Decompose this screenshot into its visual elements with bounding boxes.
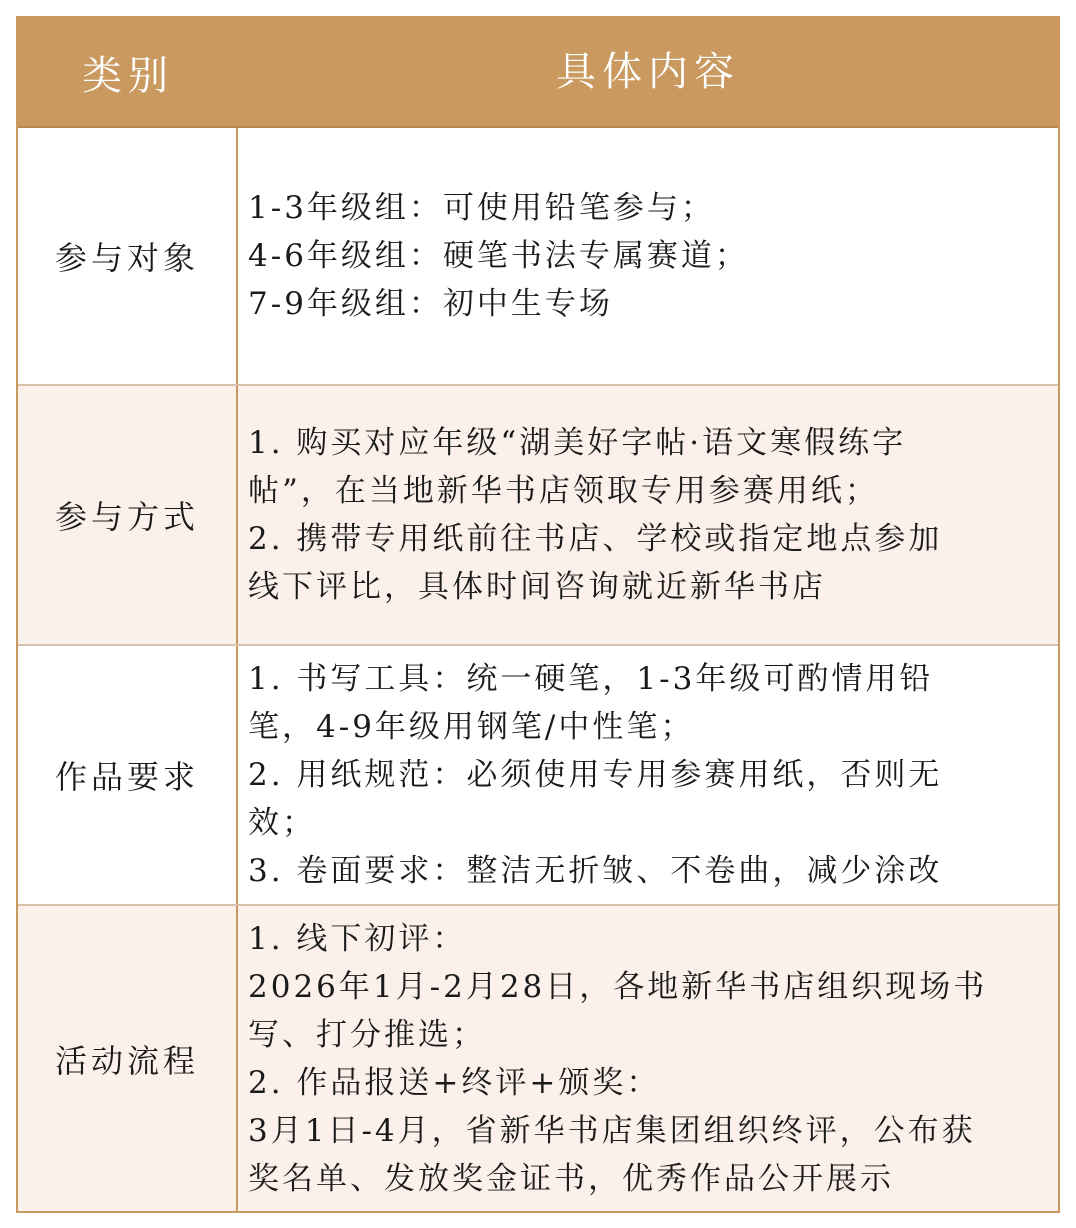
table-row — [18, 906, 1058, 1211]
content-line: 2. 携带专用纸前往书店、学校或指定地点参加 — [248, 521, 943, 557]
row-content — [238, 128, 1058, 384]
header-content: 具体内容 — [556, 49, 740, 95]
content-line: 2026年1月-2月28日，各地新华书店组织现场书 — [248, 968, 988, 1005]
content-line: 1-3年级组：可使用铅笔参与； — [248, 190, 715, 226]
row-content — [238, 906, 1058, 1211]
table-row — [18, 128, 1058, 386]
content-line: 笔，4-9年级用钢笔/中性笔； — [248, 709, 695, 745]
content-line: 7-9年级组：初中生专场 — [248, 286, 613, 322]
content-line: 1. 书写工具：统一硬笔，1-3年级可酌情用铅 — [248, 661, 934, 697]
content-line: 奖名单、发放奖金证书，优秀作品公开展示 — [248, 1160, 894, 1197]
table-header — [18, 18, 1058, 128]
content-line: 效； — [248, 805, 316, 841]
row-category: 参与对象 — [18, 128, 238, 384]
row-content — [238, 646, 1058, 904]
content-line: 线下评比，具体时间咨询就近新华书店 — [248, 569, 826, 605]
content-line: 1. 购买对应年级“湖美好字帖·语文寒假练字 — [248, 425, 907, 461]
content-line: 2. 用纸规范：必须使用专用参赛用纸，否则无 — [248, 757, 943, 793]
row-category: 参与方式 — [18, 386, 238, 644]
content-line: 3月1日-4月，省新华书店集团组织终评，公布获 — [248, 1112, 976, 1149]
table-row — [18, 386, 1058, 646]
header-category: 类别 — [82, 52, 174, 99]
info-table — [16, 16, 1060, 1213]
content-line: 4-6年级组：硬笔书法专属赛道； — [248, 238, 749, 274]
row-content — [238, 386, 1058, 644]
content-line: 帖”，在当地新华书店领取专用参赛用纸； — [248, 473, 879, 509]
content-line: 2. 作品报送+终评+颁奖： — [248, 1064, 661, 1101]
row-category: 活动流程 — [18, 906, 238, 1211]
content-line: 3. 卷面要求：整洁无折皱、不卷曲，减少涂改 — [248, 853, 943, 889]
content-line: 写、打分推选； — [248, 1016, 486, 1053]
content-line: 1. 线下初评： — [248, 920, 467, 957]
table-row — [18, 646, 1058, 906]
row-category: 作品要求 — [18, 646, 238, 904]
